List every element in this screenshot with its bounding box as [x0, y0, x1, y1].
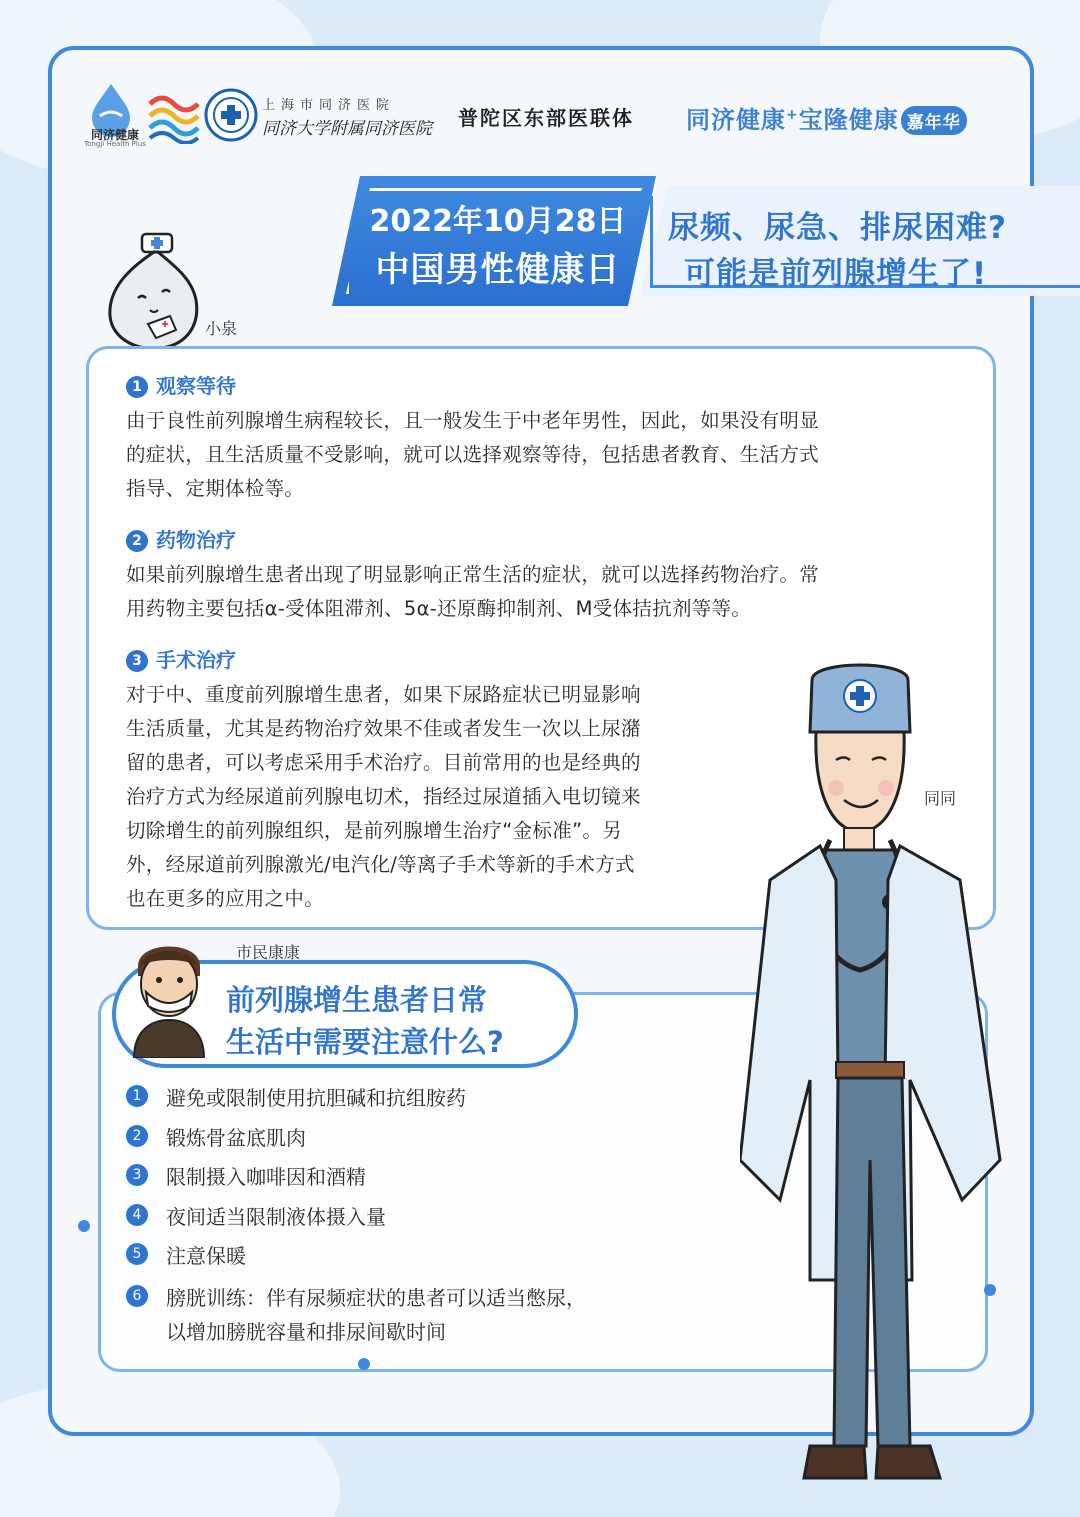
hospital-name-line2: 同济大学附属同济医院	[262, 119, 432, 139]
brand-plus: +	[786, 107, 799, 123]
brand-baolong: 宝隆健康	[798, 106, 899, 134]
section-3-title-text: 手术治疗	[156, 648, 236, 672]
section-1-body	[126, 404, 819, 506]
section-3-title	[126, 644, 236, 673]
tip-3-text: 限制摄入咖啡因和酒精	[166, 1165, 366, 1189]
decor-dot	[78, 1220, 90, 1232]
question-line2: 生活中需要注意什么?	[226, 1025, 504, 1059]
section-2-title-text: 药物治疗	[156, 528, 236, 552]
banner-question-line2: 可能是前列腺增生了!	[684, 256, 988, 292]
section-3-line: 治疗方式为经尿道前列腺电切术，指经过尿道插入电切镜来	[126, 785, 641, 808]
citizen-avatar	[124, 926, 214, 1058]
brand-badge: 嘉年华	[901, 106, 967, 135]
tip-4-number: 4	[126, 1204, 148, 1226]
section-3-number: 3	[126, 650, 148, 672]
tongji-health-logo-en: Tongji Health Plus	[84, 140, 146, 148]
doctor-name: 同同	[924, 789, 957, 808]
doctor-character	[740, 640, 1040, 1510]
section-3-line: 对于中、重度前列腺增生患者，如果下尿路症状已明显影响	[126, 683, 641, 706]
tip-4-text: 夜间适当限制液体摄入量	[166, 1205, 386, 1229]
section-1-number: 1	[126, 376, 148, 398]
section-1-line: 的症状，且生活质量不受影响，就可以选择观察等待，包括患者教育、生活方式	[126, 443, 820, 466]
header-logos	[80, 82, 1010, 152]
tip-3-number: 3	[126, 1164, 148, 1186]
hospital-name-line1: 上海市同济医院	[262, 98, 396, 113]
section-2-line: 用药物主要包括α-受体阻滞剂、5α-还原酶抑制剂、M受体拮抗剂等等。	[126, 597, 752, 620]
alliance-name: 普陀区东部医联体	[458, 106, 634, 130]
section-2-title	[126, 524, 236, 553]
tip-5-number: 5	[126, 1243, 148, 1265]
tip-1-text: 避免或限制使用抗胆碱和抗组胺药	[166, 1086, 466, 1110]
tip-6-text: 膀胱训练：伴有尿频症状的患者可以适当憋尿，	[166, 1286, 586, 1310]
decor-dot	[358, 1358, 370, 1370]
brand-logo	[686, 100, 967, 135]
banner-date: 2022年10月28日	[369, 204, 627, 239]
section-3-line: 生活质量，尤其是药物治疗效果不佳或者发生一次以上尿潴	[126, 717, 641, 740]
mascot-name: 小泉	[205, 319, 238, 338]
section-1-line: 由于良性前列腺增生病程较长，且一般发生于中老年男性，因此，如果没有明显	[126, 409, 820, 432]
hospital-seal-icon	[204, 88, 258, 142]
section-3-line: 也在更多的应用之中。	[126, 887, 325, 910]
section-3-line: 外，经尿道前列腺激光/电汽化/等离子手术等新的手术方式	[126, 853, 635, 876]
section-3-body	[126, 678, 641, 916]
tip-1-number: 1	[126, 1085, 148, 1107]
mascot-drop-character	[100, 228, 210, 358]
citizen-name: 市民康康	[236, 943, 301, 962]
tip-6-number: 6	[126, 1285, 148, 1307]
banner-question-line1: 尿频、尿急、排尿困难?	[668, 210, 1007, 246]
tip-5-text: 注意保暖	[166, 1244, 246, 1268]
district-wave-icon	[146, 90, 202, 144]
section-2-body	[126, 558, 819, 626]
tip-6-text-line2: 以增加膀胱容量和排尿间歇时间	[166, 1320, 446, 1344]
section-1-title-text: 观察等待	[156, 374, 236, 398]
brand-tongji: 同济健康	[686, 106, 786, 134]
section-2-line: 如果前列腺增生患者出现了明显影响正常生活的症状，就可以选择药物治疗。常	[126, 563, 820, 586]
tongji-health-logo-text: 同济健康	[90, 128, 139, 142]
question-line1: 前列腺增生患者日常	[226, 983, 488, 1017]
tip-2-text: 锻炼骨盆底肌肉	[166, 1126, 306, 1150]
section-1-line: 指导、定期体检等。	[126, 477, 305, 500]
section-3-line: 留的患者，可以考虑采用手术治疗。目前常用的也是经典的	[126, 751, 641, 774]
banner-day: 中国男性健康日	[375, 250, 621, 290]
section-2-number: 2	[126, 530, 148, 552]
tip-2-number: 2	[126, 1125, 148, 1147]
section-3-line: 切除增生的前列腺组织，是前列腺增生治疗“金标准”。另	[126, 819, 623, 842]
section-1-title	[126, 370, 236, 399]
